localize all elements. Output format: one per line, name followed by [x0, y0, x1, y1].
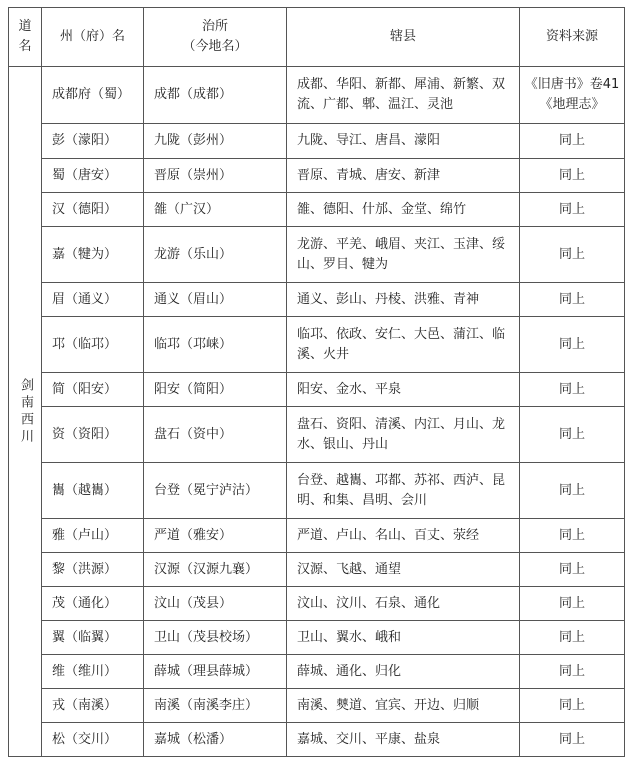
- counties-cell: 龙游、平羌、峨眉、夹江、玉津、绥山、罗目、犍为: [287, 227, 520, 283]
- counties-cell: 汶山、汶川、石泉、通化: [287, 587, 520, 621]
- prefecture-cell: 茂（通化）: [42, 587, 144, 621]
- table-row: [9, 283, 625, 317]
- table-row: [9, 519, 625, 553]
- source-cell: 同上: [520, 193, 625, 227]
- seat-cell: 成都（成都）: [144, 67, 287, 124]
- seat-cell: 临邛（邛崃）: [144, 317, 287, 373]
- prefecture-cell: 汉（德阳）: [42, 193, 144, 227]
- header-seat-line2: （今地名）: [182, 39, 248, 54]
- source-cell: 同上: [520, 655, 625, 689]
- seat-cell: 通义（眉山）: [144, 283, 287, 317]
- source-cell: 同上: [520, 553, 625, 587]
- counties-cell: 阳安、金水、平泉: [287, 373, 520, 407]
- table-row: [9, 689, 625, 723]
- prefecture-table: [8, 7, 625, 757]
- prefecture-cell: 彭（濛阳）: [42, 124, 144, 159]
- counties-cell: 嘉城、交川、平康、盐泉: [287, 723, 520, 757]
- source-cell: 同上: [520, 621, 625, 655]
- table-row: [9, 124, 625, 159]
- prefecture-cell: 成都府（蜀）: [42, 67, 144, 124]
- counties-cell: 雒、德阳、什邡、金堂、绵竹: [287, 193, 520, 227]
- source-cell: 同上: [520, 407, 625, 463]
- seat-cell: 台登（冕宁泸沽）: [144, 463, 287, 519]
- seat-cell: 盘石（资中）: [144, 407, 287, 463]
- header-circuit: 道名: [9, 8, 42, 67]
- source-cell: 同上: [520, 587, 625, 621]
- counties-cell: 成都、华阳、新都、犀浦、新繁、双流、广都、郫、温江、灵池: [287, 67, 520, 124]
- prefecture-cell: 资（资阳）: [42, 407, 144, 463]
- prefecture-cell: 简（阳安）: [42, 373, 144, 407]
- source-cell: 同上: [520, 283, 625, 317]
- source-cell: 同上: [520, 723, 625, 757]
- source-cell: 同上: [520, 227, 625, 283]
- prefecture-cell: 嘉（犍为）: [42, 227, 144, 283]
- source-cell: 同上: [520, 689, 625, 723]
- counties-cell: 通义、彭山、丹棱、洪雅、青神: [287, 283, 520, 317]
- source-cell: 同上: [520, 373, 625, 407]
- counties-cell: 晋原、青城、唐安、新津: [287, 159, 520, 193]
- table-row: [9, 553, 625, 587]
- header-prefecture: 州（府）名: [42, 8, 144, 67]
- table-row: [9, 463, 625, 519]
- seat-cell: 雒（广汉）: [144, 193, 287, 227]
- source-cell: 同上: [520, 317, 625, 373]
- prefecture-cell: 雅（卢山）: [42, 519, 144, 553]
- seat-cell: 九陇（彭州）: [144, 124, 287, 159]
- seat-cell: 南溪（南溪李庄）: [144, 689, 287, 723]
- counties-cell: 南溪、僰道、宜宾、开边、归顺: [287, 689, 520, 723]
- seat-cell: 晋原（崇州）: [144, 159, 287, 193]
- table-row: [9, 723, 625, 757]
- prefecture-cell: 翼（临翼）: [42, 621, 144, 655]
- counties-cell: 严道、卢山、名山、百丈、荥经: [287, 519, 520, 553]
- source-cell: 《旧唐书》卷41《地理志》: [520, 67, 625, 124]
- prefecture-cell: 松（交川）: [42, 723, 144, 757]
- table-row: [9, 317, 625, 373]
- counties-cell: 台登、越巂、邛都、苏祁、西泸、昆明、和集、昌明、会川: [287, 463, 520, 519]
- counties-cell: 临邛、依政、安仁、大邑、蒲江、临溪、火井: [287, 317, 520, 373]
- prefecture-cell: 戎（南溪）: [42, 689, 144, 723]
- table-row: [9, 159, 625, 193]
- table-row: [9, 227, 625, 283]
- header-seat: [144, 8, 287, 67]
- counties-cell: 卫山、翼水、峨和: [287, 621, 520, 655]
- seat-cell: 汉源（汉源九襄）: [144, 553, 287, 587]
- source-cell: 同上: [520, 519, 625, 553]
- seat-cell: 卫山（茂县校场）: [144, 621, 287, 655]
- counties-cell: 薛城、通化、归化: [287, 655, 520, 689]
- table-row: [9, 193, 625, 227]
- counties-cell: 汉源、飞越、通望: [287, 553, 520, 587]
- prefecture-cell: 眉（通义）: [42, 283, 144, 317]
- circuit-cell: 剑南西川: [9, 67, 42, 757]
- source-cell: 同上: [520, 159, 625, 193]
- seat-cell: 嘉城（松潘）: [144, 723, 287, 757]
- header-source: 资料来源: [520, 8, 625, 67]
- prefecture-cell: 维（维川）: [42, 655, 144, 689]
- table-row: [9, 655, 625, 689]
- table-row: [9, 621, 625, 655]
- counties-cell: 盘石、资阳、清溪、内江、月山、龙水、银山、丹山: [287, 407, 520, 463]
- seat-cell: 薛城（理县薛城）: [144, 655, 287, 689]
- table-row: [9, 67, 625, 124]
- seat-cell: 严道（雅安）: [144, 519, 287, 553]
- seat-cell: 龙游（乐山）: [144, 227, 287, 283]
- prefecture-cell: 蜀（唐安）: [42, 159, 144, 193]
- prefecture-cell: 巂（越巂）: [42, 463, 144, 519]
- table-row: [9, 587, 625, 621]
- prefecture-cell: 黎（洪源）: [42, 553, 144, 587]
- header-counties: 辖县: [287, 8, 520, 67]
- header-seat-line1: 治所: [201, 19, 228, 34]
- header-row: [9, 8, 625, 67]
- source-cell: 同上: [520, 463, 625, 519]
- table-row: [9, 407, 625, 463]
- source-cell: 同上: [520, 124, 625, 159]
- counties-cell: 九陇、导江、唐昌、濛阳: [287, 124, 520, 159]
- seat-cell: 阳安（简阳）: [144, 373, 287, 407]
- table-body: [9, 67, 625, 757]
- table-row: [9, 373, 625, 407]
- prefecture-cell: 邛（临邛）: [42, 317, 144, 373]
- seat-cell: 汶山（茂县）: [144, 587, 287, 621]
